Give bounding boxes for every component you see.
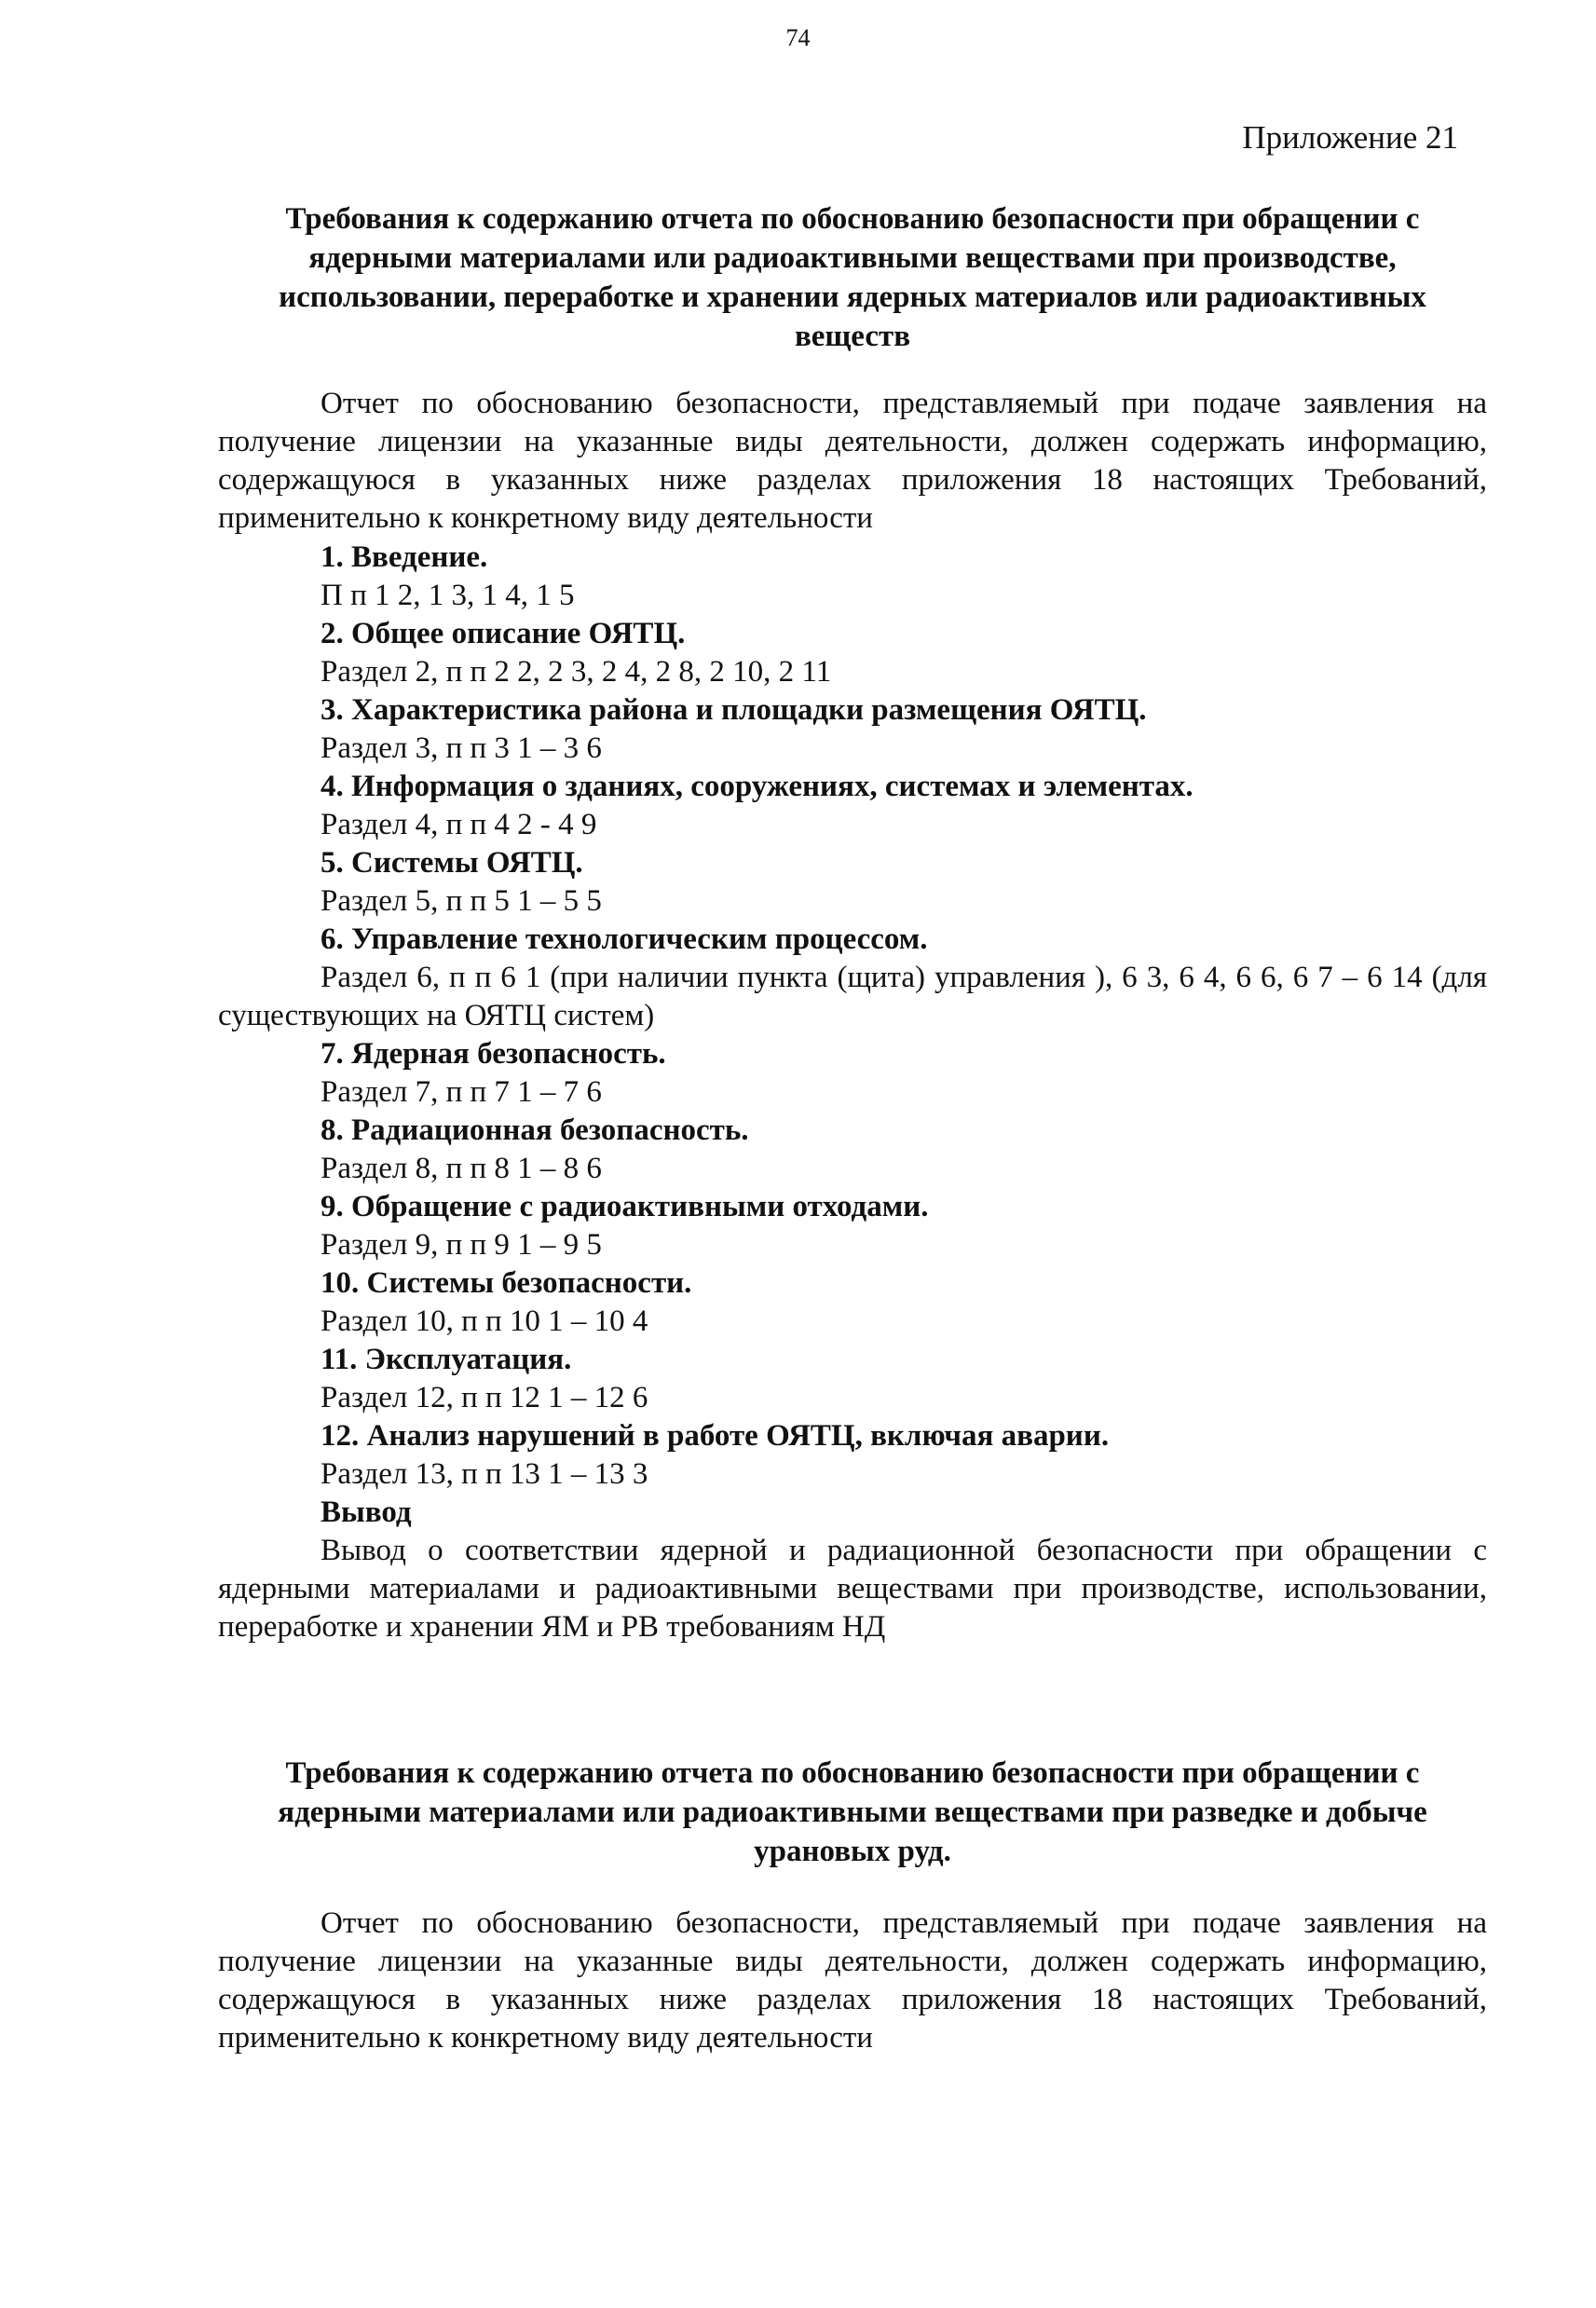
conclusion-text: Вывод о соответствии ядерной и радиационной безопасности при обращении с ядерными материалами и радиоактивными веществами при производстве, использовании, переработке и хранении ЯМ и РВ требованиям НД <box>218 1534 1487 1644</box>
section-reference: Раздел 10, п п 10 1 – 10 4 <box>321 1304 648 1338</box>
section-reference: Раздел 3, п п 3 1 – 3 6 <box>321 731 602 765</box>
intro-block-uranium <box>218 1905 1487 2057</box>
conclusion-title: Вывод <box>321 1495 412 1529</box>
section-title: 3. Характеристика района и площадки размещения ОЯТЦ. <box>321 693 1147 727</box>
section-reference: П п 1 2, 1 3, 1 4, 1 5 <box>321 579 575 612</box>
intro-paragraph-production: Отчет по обоснованию безопасности, представляемый при подаче заявления на получение лицензии на указанные виды деятельности, должен содержать информацию, содержащуюся в указанных ниже разделах приложения 18 настоящих Требований, применительно к конкретному виду деятельности <box>218 387 1487 535</box>
heading-production: Требования к содержанию отчета по обоснованию безопасности при обращении с ядерными материалами или радиоактивными веществами при производстве, использовании, переработке и хранении ядерных материалов или радиоактивных веществ <box>279 202 1426 353</box>
section-title: 8. Радиационная безопасность. <box>321 1113 749 1147</box>
section-title: 4. Информация о зданиях, сооружениях, системах и элементах. <box>321 770 1194 803</box>
section-title: 7. Ядерная безопасность. <box>321 1037 666 1071</box>
section-reference: Раздел 8, п п 8 1 – 8 6 <box>321 1152 602 1185</box>
section-title: 10. Системы безопасности. <box>321 1266 692 1300</box>
section-reference: Раздел 4, п п 4 2 - 4 9 <box>321 808 597 841</box>
intro-block-production <box>218 385 1487 538</box>
intro-paragraph-uranium: Отчет по обоснованию безопасности, представляемый при подаче заявления на получение лицензии на указанные виды деятельности, должен содержать информацию, содержащуюся в указанных ниже разделах приложения 18 настоящих Требований, применительно к конкретному виду деятельности <box>218 1906 1487 2055</box>
section-item <box>218 1417 1487 1494</box>
appendix-label: Приложение 21 <box>1242 119 1458 156</box>
section-item <box>218 1112 1487 1188</box>
section-item <box>218 539 1487 615</box>
section-title: 5. Системы ОЯТЦ. <box>321 846 583 880</box>
conclusion-block <box>218 1494 1487 1646</box>
section-title: 12. Анализ нарушений в работе ОЯТЦ, включая аварии. <box>321 1419 1110 1453</box>
section-reference: Раздел 9, п п 9 1 – 9 5 <box>321 1228 602 1262</box>
section-item <box>218 1188 1487 1264</box>
section-reference: Раздел 2, п п 2 2, 2 3, 2 4, 2 8, 2 10, 2 11 <box>321 655 832 689</box>
section-title: 2. Общее описание ОЯТЦ. <box>321 617 686 650</box>
section-item <box>218 1264 1487 1341</box>
section-heading-production <box>218 199 1487 356</box>
section-item <box>218 691 1487 768</box>
section-heading-uranium <box>218 1754 1487 1871</box>
section-reference: Раздел 5, п п 5 1 – 5 5 <box>321 884 602 918</box>
sections-list <box>218 539 1487 1646</box>
section-title: 11. Эксплуатация. <box>321 1343 572 1376</box>
section-title: 6. Управление технологическим процессом. <box>321 922 928 956</box>
section-reference: Раздел 7, п п 7 1 – 7 6 <box>321 1075 602 1109</box>
section-item <box>218 1035 1487 1112</box>
section-reference: Раздел 6, п п 6 1 (при наличии пункта (щита) управления ), 6 3, 6 4, 6 6, 6 7 – 6 14 (для существующих на ОЯТЦ систем) <box>218 961 1487 1032</box>
section-item <box>218 844 1487 921</box>
section-item <box>218 768 1487 844</box>
heading-uranium: Требования к содержанию отчета по обоснованию безопасности при обращении с ядерными материалами или радиоактивными веществами при разведке и добыче урановых руд. <box>278 1756 1427 1868</box>
section-item <box>218 1341 1487 1417</box>
section-reference: Раздел 13, п п 13 1 – 13 3 <box>321 1457 648 1491</box>
section-reference: Раздел 12, п п 12 1 – 12 6 <box>321 1381 648 1414</box>
section-item <box>218 921 1487 1035</box>
section-item <box>218 615 1487 691</box>
page-number: 74 <box>785 24 811 51</box>
section-title: 9. Обращение с радиоактивными отходами. <box>321 1190 929 1223</box>
section-title: 1. Введение. <box>321 540 488 574</box>
